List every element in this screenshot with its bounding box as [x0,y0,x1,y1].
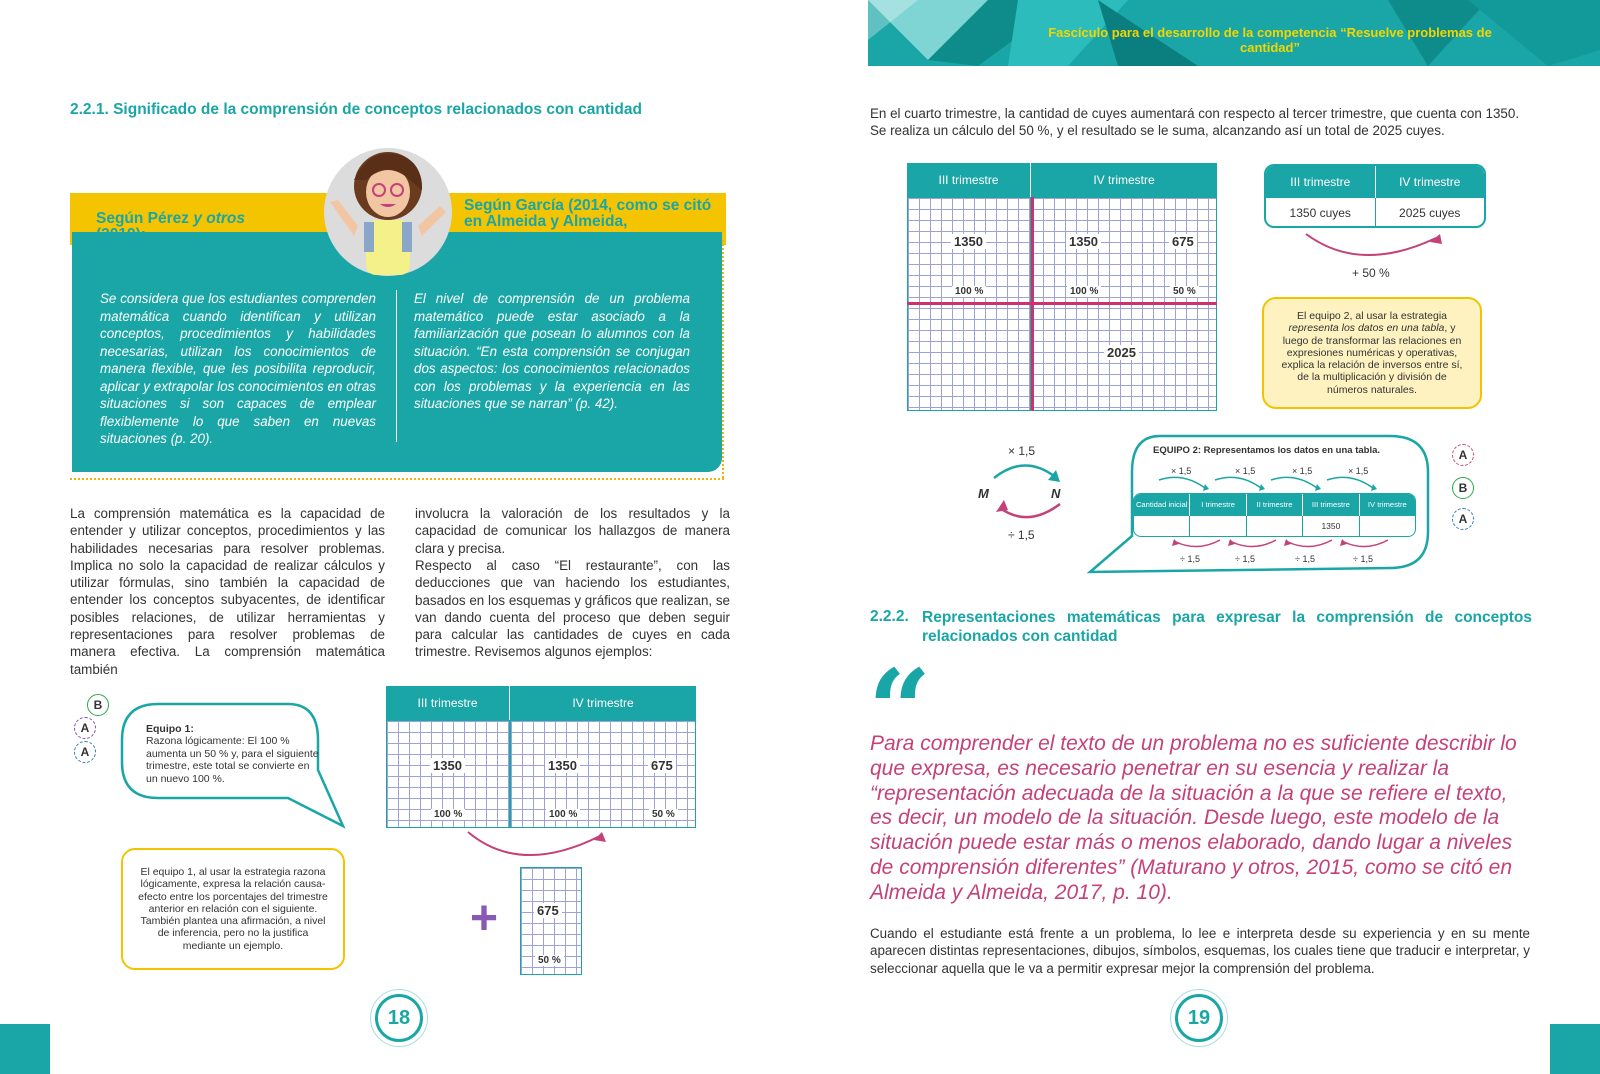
note-equipo2 [1262,297,1482,409]
mn-m: M [978,486,989,501]
equipo2-table-row [1134,516,1415,536]
equipo2-cell [1360,516,1415,536]
equipo2-head: Cantidad inicial [1134,494,1190,516]
summary-table-header [1266,166,1484,198]
mult-arrows [1155,474,1417,494]
quote-divider [396,290,397,442]
equipo2-title: EQUIPO 2: Representamos los datos en una tabla. [1153,445,1381,456]
equipo2-head: III trimestre [1303,494,1359,516]
quote-perez: Se considera que los estudiantes comprenden matemática cuando identifican y utilizan conceptos, procedimientos y habilidades necesarias, utilizan los conocimientos de manera flexible, que les posibilita reproducir, aplicar y extrapolar los conocimientos en otras situaciones si son capaces de emplear flexiblemente lo que saben en nuevas situaciones (p. 20). [100,291,376,446]
mn-top-label: × 1,5 [1008,444,1036,458]
grid-value: 675 [1169,234,1197,249]
grid-percent: 100 % [431,809,465,820]
equipo2-cell [1247,516,1303,536]
badge-a: A [74,717,96,739]
grid-value: 675 [534,903,562,918]
div-label: ÷ 1,5 [1180,554,1200,564]
equipo1-text [146,723,321,785]
summary-head: IV trimestre [1399,175,1461,189]
equipo2-cell [1190,516,1246,536]
summary-cell: 2025 cuyes [1399,206,1461,220]
summary-table-row [1266,198,1484,228]
section-number-222: 2.2.2. [870,608,909,625]
grid-percent: 100 % [952,286,986,297]
equipo1-body: Razona lógicamente: El 100 % aumenta un 50 % y, para el siguiente trimestre, este total se convierte en un nuevo 100 %. [146,735,319,785]
section-title-221: 2.2.1. Significado de la comprensión de conceptos relacionados con cantidad [70,101,642,118]
maturano-quote: Para comprender el texto de un problema no es suficiente describir lo que expresa, es necesario penetrar en su esencia y realizar la “representación adecuada de la situación a la que se refiere el texto, es decir, un modelo de la situación. Desde luego, este modelo de la situación puede estar más o menos elaborado, dando lugar a niveles de comprensión diferentes” (Maturano y otros, 2015, como se citó en Almeida y Almeida, 2017, p. 10). [870,732,1517,904]
equipo2-head: IV trimestre [1367,500,1407,509]
summary-head: III trimestre [1266,166,1376,198]
grid-head-iii: III trimestre [907,163,1031,197]
mult-label: × 1,5 [1235,466,1256,476]
section-title-222: Representaciones matemáticas para expresar la comprensión de conceptos relacionados con cantidad [922,609,1532,645]
body-col2-p2: Respecto al caso “El restaurante”, con las deducciones que van haciendo los estudiantes, basados en los esquemas y gráficos que realizan, se van dando cuenta del proceso que deben seguir para calcular las cantidades de cuyes en cada trimestre. Revisemos algunos ejemplos: [415,558,730,660]
dotted-border-bottom [70,478,724,480]
quote-mark-icon: “ [868,645,932,774]
badge-a: A [1452,508,1474,530]
grid-head-iv: IV trimestre [1093,173,1155,187]
grid-percent: 100 % [546,809,580,820]
ribbon-left-label: Según Pérez y otros [96,210,246,227]
mult-label: × 1,5 [1171,466,1192,476]
grid-value: 1350 [545,758,580,773]
page-number: 18 [375,994,423,1042]
badge-b: B [1452,477,1474,499]
grid-percent: 50 % [1170,286,1199,297]
grid-value: 1350 [1066,234,1101,249]
body-col1: La comprensión matemática es la capacidad de entender y utilizar conceptos, procedimientos y las habilidades necesarias para resolver problemas. Implica no solo la capacidad de realizar cálculos y utilizar fórmulas, sino también la capacidad de entender los conceptos subyacentes, de identificar posibles relaciones, de utilizar herramientas y representaciones para resolver problemas de manera efectiva. La comprensión matemática también [70,506,385,677]
equipo2-cell [1134,516,1190,536]
mult-label: × 1,5 [1348,466,1369,476]
closing-paragraph: Cuando el estudiante está frente a un problema, lo lee e interpreta desde su experiencia y en su mente aparecen distintas representaciones, dibujos, símbolos, esquemas, los cuales tiene que traducir e interpretar, y seleccionar aquella que le va a permitir expresar mejor la comprensión del problema. [870,926,1530,976]
equipo2-table-header [1134,494,1415,516]
grid-value: 675 [648,758,676,773]
dotted-border-right [722,240,724,478]
note-equipo2-text: El equipo 2, al usar la estrategia representa los datos en una tabla, y luego de transformar las relaciones en expresiones numéricas y operativas, explica la relación de inversos entre sí, de la multiplicación y división de números naturales. [1281,310,1463,396]
div-label: ÷ 1,5 [1235,554,1255,564]
grid-table-header [386,686,696,720]
grid-head-iv: IV trimestre [572,696,634,710]
grid-total: 2025 [1104,345,1139,360]
summary-cell: 1350 cuyes [1266,198,1376,228]
mn-n: N [1051,486,1061,501]
div-label: ÷ 1,5 [1353,554,1373,564]
grid-percent: 50 % [535,955,564,966]
intro-paragraph: En el cuarto trimestre, la cantidad de cuyes aumentará con respecto al tercer trimestre, que cuenta con 1350. Se realiza un cálculo del 50 %, y el resultado se le suma, alcanzando así un total de 2025 cuyes. [870,106,1520,139]
badge-b: B [87,694,109,716]
arrow-curve [1300,230,1450,266]
corner-block [0,1024,50,1074]
grid-percent: 100 % [1067,286,1101,297]
grid-percent: 50 % [649,809,678,820]
grid-value: 1350 [951,234,986,249]
teacher-illustration [318,140,454,278]
ribbon-right-label: Según García (2014, como se citó en Almeida y Almeida, [464,197,712,230]
grid-head-iii: III trimestre [386,686,510,720]
div-label: ÷ 1,5 [1295,554,1315,564]
body-col2-p1: involucra la valoración de los resultados y la capacidad de comunicar los hallazgos de manera clara y precisa. [415,506,730,556]
equipo2-table [1133,493,1416,537]
corner-block [1550,1024,1600,1074]
equipo2-cell: 1350 [1303,516,1359,536]
page-number: 19 [1175,994,1223,1042]
badge-a: A [74,741,96,763]
equipo2-head: I trimestre [1190,494,1246,516]
grid-table-header [907,163,1217,197]
badge-a: A [1452,444,1474,466]
summary-table [1264,164,1486,228]
arrow-label: + 50 % [1352,266,1390,280]
mn-bottom-label: ÷ 1,5 [1008,528,1035,542]
plus-sign: + [470,892,499,945]
equipo1-title: Equipo 1: [146,723,194,735]
div-arrows [1170,538,1420,554]
grid-divider-h [907,302,1217,305]
grid-value: 1350 [430,758,465,773]
note-equipo1: El equipo 1, al usar la estrategia razona lógicamente, expresa la relación causa-efecto entre los porcentajes del trimestre anterior en relación con el siguiente. También plantea una afirmación, a nivel de inferencia, pero no la justifica mediante un ejemplo. [121,848,345,970]
equipo2-head: II trimestre [1247,494,1303,516]
quote-garcia: El nivel de comprensión de un problema matemático puede estar asociado a la familiarización que posean lo alumnos con la situación. “En esta comprensión se conjugan dos aspectos: los conocimientos relacionados con los problemas y la experiencia en las situaciones que se narran” (p. 42). [414,291,690,411]
header-title: Fascículo para el desarrollo de la competencia “Resuelve problemas de cantidad” [1048,25,1492,55]
mult-label: × 1,5 [1292,466,1313,476]
arrow-curve [460,826,620,870]
